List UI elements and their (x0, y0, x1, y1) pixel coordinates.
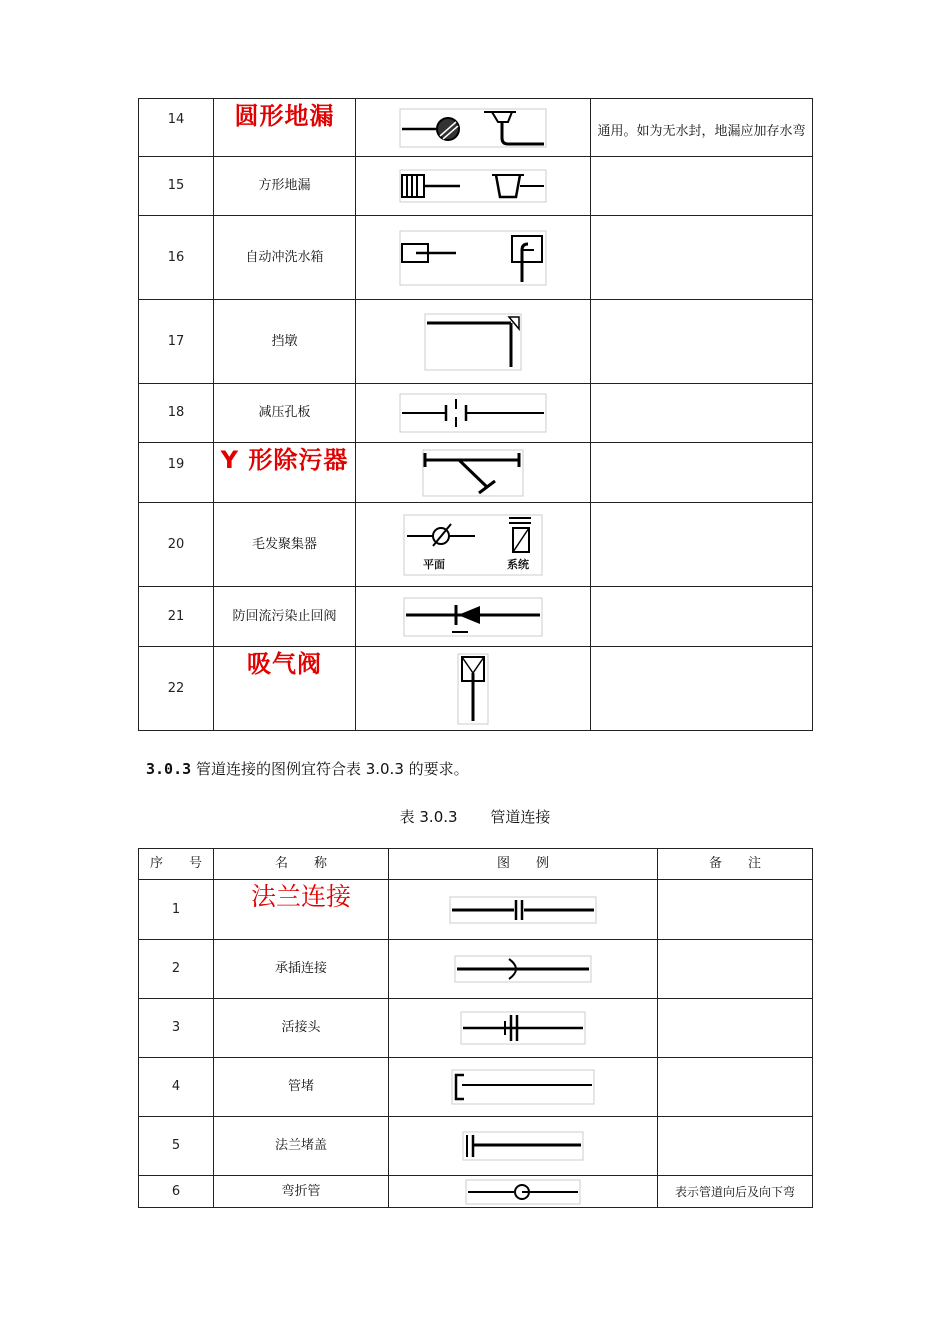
row-note: 通用。如为无水封，地漏应加存水弯 (591, 99, 813, 157)
header-note: 备 注 (658, 849, 813, 880)
table-caption-number: 表 3.0.3 (399, 808, 458, 826)
row-note (658, 880, 813, 940)
header-symbol: 图 例 (389, 849, 658, 880)
row-note (591, 157, 813, 216)
clause-text (146, 758, 469, 779)
row-note (658, 1117, 813, 1176)
row-number: 1 (139, 880, 214, 940)
row-number: 20 (139, 503, 214, 587)
blind-flange-icon (461, 1131, 585, 1161)
clause-number: 3.0.3 (146, 760, 192, 778)
row-number: 5 (139, 1117, 214, 1176)
row-symbol (389, 880, 658, 940)
row-symbol (356, 157, 591, 216)
row-number: 18 (139, 384, 214, 443)
row-note (591, 384, 813, 443)
table-caption (0, 806, 950, 827)
row-note (591, 647, 813, 731)
table-row (139, 99, 813, 157)
row-name: 吸气阀 (214, 647, 356, 731)
pipe-plug-icon (450, 1069, 596, 1105)
symbols-table-continued (138, 98, 813, 731)
row-number: 15 (139, 157, 214, 216)
row-number: 16 (139, 216, 214, 300)
table-row (139, 1117, 813, 1176)
row-symbol (356, 384, 591, 443)
row-symbol (389, 940, 658, 999)
row-number: 21 (139, 587, 214, 647)
row-number: 4 (139, 1058, 214, 1117)
table-row (139, 216, 813, 300)
row-name: 减压孔板 (214, 384, 356, 443)
row-name: 法兰堵盖 (214, 1117, 389, 1176)
row-note (591, 587, 813, 647)
socket-joint-icon (453, 955, 593, 983)
backflow-check-valve-icon (402, 597, 544, 637)
row-name: 挡墩 (214, 300, 356, 384)
header-name: 名 称 (214, 849, 389, 880)
row-symbol (356, 503, 591, 587)
pipe-connection-table (138, 848, 813, 1208)
table-row (139, 157, 813, 216)
row-number: 14 (139, 99, 214, 157)
row-symbol (356, 216, 591, 300)
row-number: 6 (139, 1176, 214, 1208)
row-note (658, 940, 813, 999)
table-row (139, 503, 813, 587)
row-symbol (356, 647, 591, 731)
row-number: 17 (139, 300, 214, 384)
table-row (139, 940, 813, 999)
table-row (139, 443, 813, 503)
bent-pipe-icon (464, 1179, 582, 1205)
row-name: 毛发聚集器 (214, 503, 356, 587)
row-symbol (389, 999, 658, 1058)
row-note (591, 443, 813, 503)
row-note (591, 300, 813, 384)
table-row (139, 587, 813, 647)
row-note (591, 216, 813, 300)
row-symbol (356, 99, 591, 157)
row-symbol (356, 587, 591, 647)
hair-collector-symbol (403, 514, 543, 576)
row-note (591, 503, 813, 587)
clause-body: 管道连接的图例宜符合表 3.0.3 的要求。 (195, 760, 469, 778)
row-symbol (389, 1176, 658, 1208)
row-name: 圆形地漏 (214, 99, 356, 157)
row-symbol (356, 443, 591, 503)
row-name: 承插连接 (214, 940, 389, 999)
row-name: 活接头 (214, 999, 389, 1058)
pressure-reducing-orifice-icon (398, 393, 548, 433)
union-icon (459, 1011, 587, 1045)
row-symbol (389, 1058, 658, 1117)
table-row (139, 880, 813, 940)
row-number: 3 (139, 999, 214, 1058)
row-name: 防回流污染止回阀 (214, 587, 356, 647)
row-symbol (356, 300, 591, 384)
row-name: Y 形除污器 (214, 443, 356, 503)
table-row (139, 1176, 813, 1208)
table-caption-title: 管道连接 (490, 808, 551, 826)
row-note: 表示管道向后及向下弯 (658, 1176, 813, 1208)
thrust-block-icon (423, 313, 523, 371)
air-admittance-valve-icon (456, 653, 490, 725)
square-floor-drain-icon (398, 169, 548, 203)
table-row (139, 300, 813, 384)
system-view-label: 系统 (507, 557, 529, 571)
header-number: 序 号 (139, 849, 214, 880)
row-note (658, 1058, 813, 1117)
row-number: 2 (139, 940, 214, 999)
row-note (658, 999, 813, 1058)
table-header-row (139, 849, 813, 880)
row-name: 管堵 (214, 1058, 389, 1117)
row-symbol (389, 1117, 658, 1176)
row-number: 22 (139, 647, 214, 731)
row-name: 弯折管 (214, 1176, 389, 1208)
table-row (139, 1058, 813, 1117)
row-name: 方形地漏 (214, 157, 356, 216)
table-row (139, 999, 813, 1058)
row-name: 自动冲洗水箱 (214, 216, 356, 300)
flange-joint-icon (448, 896, 598, 924)
y-strainer-icon (421, 449, 525, 497)
row-name: 法兰连接 (214, 880, 389, 940)
round-floor-drain-icon (398, 108, 548, 148)
table-row (139, 647, 813, 731)
row-number: 19 (139, 443, 214, 503)
table-row (139, 384, 813, 443)
auto-flush-tank-icon (398, 230, 548, 286)
plan-view-label: 平面 (423, 557, 445, 571)
